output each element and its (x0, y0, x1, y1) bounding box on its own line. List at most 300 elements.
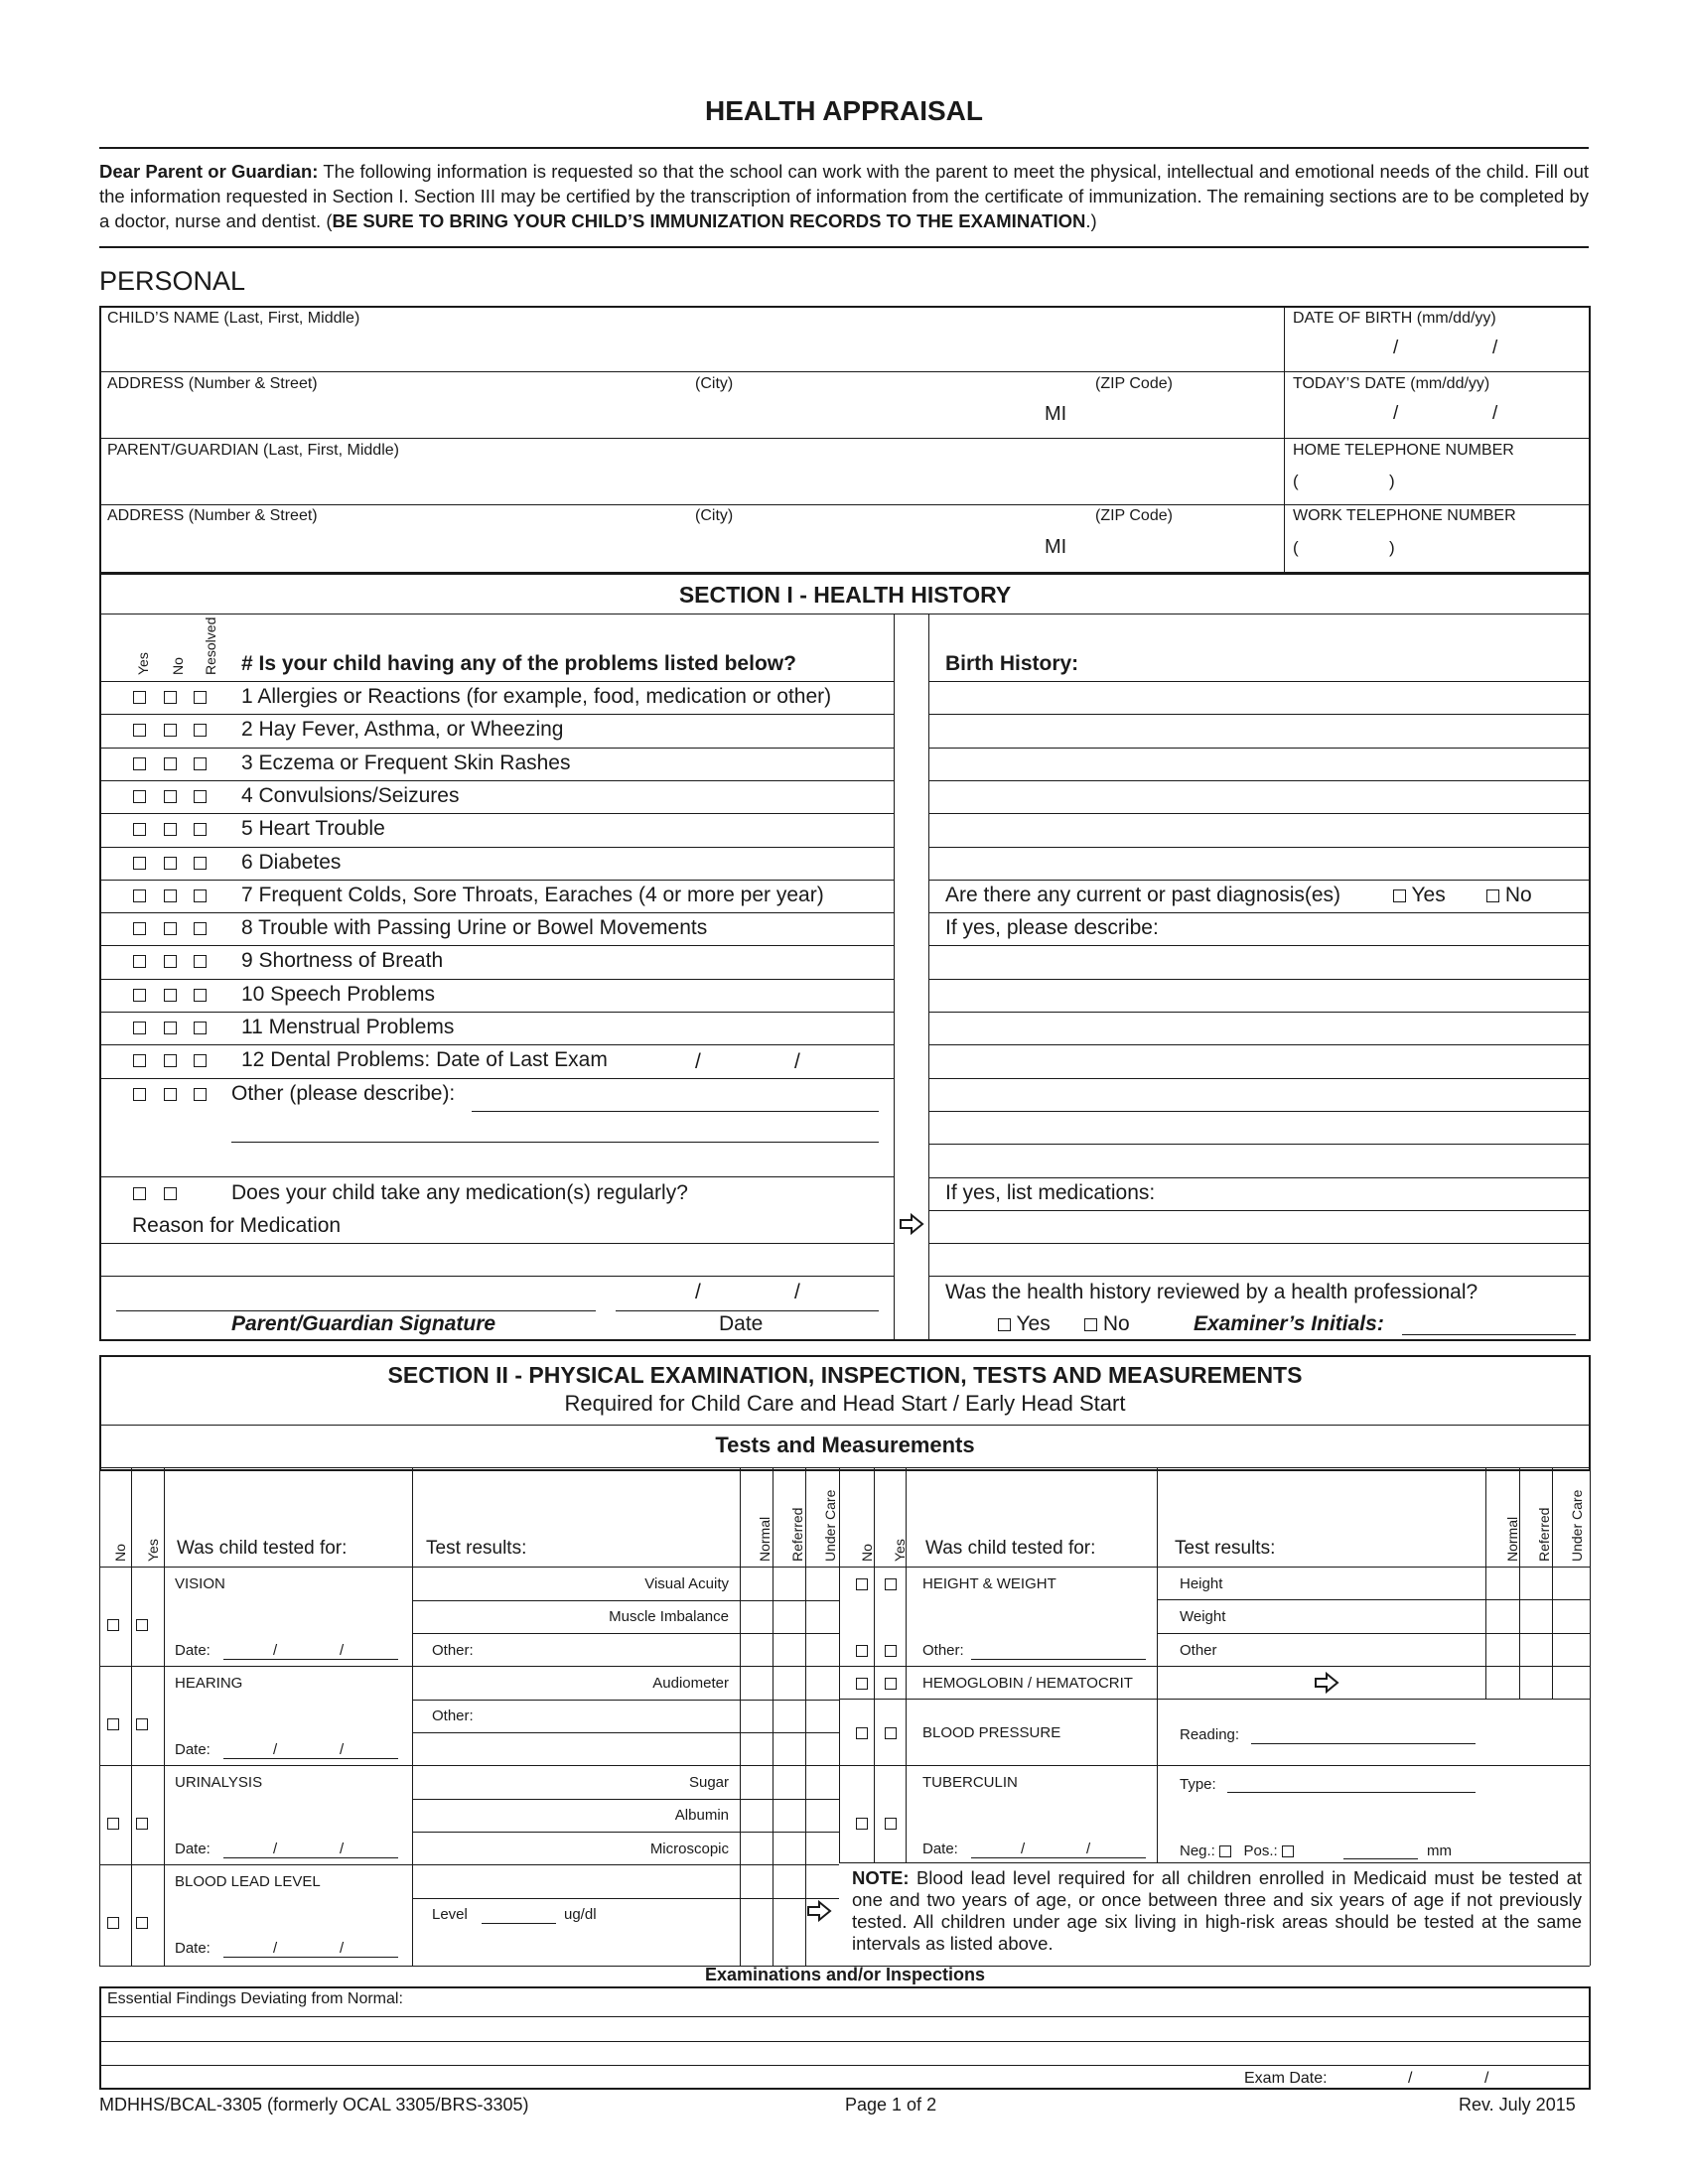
checkbox[interactable] (856, 1818, 868, 1830)
checkbox[interactable] (133, 955, 146, 968)
paren-open: ( (1293, 472, 1299, 490)
checkbox[interactable] (194, 989, 207, 1002)
vision-checkboxes (107, 1616, 148, 1633)
reviewed-no (1084, 1312, 1130, 1336)
row-divider (99, 1176, 894, 1177)
level-line[interactable] (482, 1923, 556, 1924)
personal-heading: PERSONAL (99, 266, 246, 296)
page-title: HEALTH APPRAISAL (705, 95, 983, 126)
row-divider (928, 1177, 1591, 1178)
row-divider (99, 1243, 894, 1244)
divider (99, 2016, 1591, 2017)
grid-line (839, 1862, 1590, 1863)
arrow-right-icon (1314, 1672, 1339, 1694)
signature-label: Parent/Guardian Signature (231, 1312, 496, 1335)
grid-line (1519, 1467, 1520, 1699)
checkbox[interactable] (133, 1022, 146, 1034)
checkbox[interactable] (856, 1678, 868, 1690)
grid-line (412, 1467, 413, 1966)
grid-line (412, 1633, 839, 1634)
neg-pos-group (1180, 1843, 1294, 1859)
urinalysis-checkboxes (107, 1815, 148, 1832)
row-divider (928, 1012, 1591, 1013)
checkbox[interactable] (136, 1619, 148, 1631)
revision: Rev. July 2015 (1459, 2095, 1576, 2115)
neg-label: Neg.: (1180, 1843, 1215, 1859)
diagnosis-no (1486, 884, 1532, 907)
date-slash: / (1086, 1841, 1091, 1857)
grid-line (1157, 1467, 1158, 1862)
col-normal-header: Normal (1504, 1516, 1520, 1562)
problem-checkboxes (133, 751, 207, 775)
grid-line (1485, 1467, 1486, 1699)
col-no-header: No (170, 657, 186, 675)
divider (99, 438, 1591, 439)
visual-acuity-label: Visual Acuity (644, 1575, 729, 1592)
row-divider (99, 945, 894, 946)
other-line[interactable] (971, 1659, 1146, 1660)
intro-body: The following information is requested so that the school can work with the parent to meet the physical, intellectual and emotional needs of the child. Fill out the information requested in Section I. Section III may be certified by the transcription of information from the certificate of immunization. The remaining sections are to be completed by a doctor, nurse and dentist. ( (99, 161, 1589, 231)
grid-line (412, 1732, 839, 1733)
checkbox[interactable] (885, 1578, 897, 1590)
tuberculin-label: TUBERCULIN (922, 1774, 1018, 1791)
date-label: Date: (175, 1940, 211, 1957)
divider (99, 371, 1591, 372)
type-label: Type: (1180, 1776, 1216, 1793)
checkbox[interactable] (107, 1718, 119, 1730)
problem-item: 3 Eczema or Frequent Skin Rashes (241, 751, 571, 774)
row-divider (99, 912, 894, 913)
date-slash: / (1484, 2070, 1489, 2087)
intro-lead: Dear Parent or Guardian: (99, 161, 319, 182)
checkbox[interactable] (194, 889, 207, 902)
row-divider (928, 813, 1591, 814)
tuberculin-checkboxes (856, 1815, 897, 1832)
col-no-header: No (112, 1544, 128, 1562)
paren-close: ) (1389, 472, 1395, 490)
grid-line (412, 1898, 839, 1899)
row-divider (99, 681, 894, 682)
row-divider (928, 880, 1591, 881)
problem-checkboxes (133, 949, 207, 973)
checkbox[interactable] (164, 1022, 177, 1034)
date-slash: / (695, 1050, 701, 1073)
mm-line[interactable] (1343, 1858, 1418, 1859)
problem-checkboxes (133, 1016, 207, 1039)
checkbox[interactable] (164, 955, 177, 968)
other-line-2[interactable] (231, 1142, 879, 1143)
other-label: Other: (432, 1642, 474, 1659)
problem-checkboxes (133, 817, 207, 841)
blood-lead-checkboxes (107, 1914, 148, 1931)
date-slash: / (1492, 338, 1498, 358)
checkbox[interactable] (133, 1054, 146, 1067)
grid-line (805, 1467, 806, 1862)
grid-line (874, 1467, 875, 1862)
hemoglobin-label: HEMOGLOBIN / HEMATOCRIT (922, 1675, 1133, 1692)
divider (894, 614, 895, 1341)
checkbox[interactable] (1084, 1318, 1097, 1331)
checkbox[interactable] (136, 1818, 148, 1830)
level-label: Level (432, 1906, 468, 1923)
col-normal-header: Normal (757, 1516, 773, 1562)
essential-findings-label: Essential Findings Deviating from Normal: (107, 1990, 403, 2007)
grid-line (164, 1666, 412, 1667)
reading-line[interactable] (1251, 1743, 1476, 1744)
other-label: Other: (922, 1642, 964, 1659)
row-divider (928, 1276, 1591, 1277)
reviewed-yes (998, 1312, 1051, 1336)
divider (928, 614, 929, 1341)
col-resolved-header: Resolved (203, 616, 218, 675)
divider (99, 246, 1589, 248)
checkbox[interactable] (133, 724, 146, 737)
problem-item: 12 Dental Problems: Date of Last Exam (241, 1048, 608, 1071)
row-divider (928, 681, 1591, 682)
problem-item: 9 Shortness of Breath (241, 949, 444, 972)
col-results-header: Test results: (1175, 1538, 1276, 1559)
row-divider (928, 714, 1591, 715)
problem-item: 8 Trouble with Passing Urine or Bowel Movements (241, 916, 708, 939)
grid-line (99, 1567, 1590, 1568)
date-label: Date: (175, 1841, 211, 1857)
row-divider (928, 1078, 1591, 1079)
exams-heading: Examinations and/or Inspections (704, 1965, 986, 1984)
other-label: Other: (432, 1707, 474, 1724)
checkbox[interactable] (164, 790, 177, 803)
checkbox[interactable] (194, 857, 207, 870)
grid-line (839, 1765, 1590, 1766)
checkbox[interactable] (194, 1022, 207, 1034)
row-divider (99, 979, 894, 980)
checkbox[interactable] (107, 1818, 119, 1830)
date-label: Date: (175, 1741, 211, 1758)
hemoglobin-checkboxes (856, 1675, 897, 1692)
checkbox[interactable] (1393, 889, 1406, 902)
date-slash: / (273, 1741, 278, 1758)
arrow-right-icon (899, 1213, 924, 1235)
row-divider (928, 1144, 1591, 1145)
state-value: MI (1045, 403, 1067, 425)
blood-lead-note (852, 1867, 1582, 1955)
other-label: Other (please describe): (231, 1082, 456, 1105)
parent-name-label: PARENT/GUARDIAN (Last, First, Middle) (107, 442, 399, 459)
problems-question: # Is your child having any of the problems listed below? (241, 652, 796, 675)
checkbox[interactable] (1486, 889, 1499, 902)
checkbox[interactable] (133, 857, 146, 870)
checkbox[interactable] (164, 823, 177, 836)
blood-lead-label: BLOOD LEAD LEVEL (175, 1873, 321, 1890)
reason-label: Reason for Medication (132, 1214, 342, 1237)
row-divider (99, 780, 894, 781)
checkbox[interactable] (194, 724, 207, 737)
address-label: ADDRESS (Number & Street) (107, 375, 318, 392)
problem-checkboxes (133, 884, 207, 907)
urinalysis-label: URINALYSIS (175, 1774, 263, 1791)
checkbox[interactable] (856, 1645, 868, 1657)
grid-line (839, 1699, 1590, 1700)
row-divider (99, 880, 894, 881)
col-referred-header: Referred (789, 1507, 805, 1562)
problem-item: 4 Convulsions/Seizures (241, 784, 460, 807)
ugdl-label: ug/dl (564, 1906, 597, 1923)
other-checkboxes (133, 1082, 207, 1106)
checkbox[interactable] (164, 922, 177, 935)
checkbox[interactable] (856, 1578, 868, 1590)
grid-line (164, 1467, 165, 1966)
date-slash: / (273, 1642, 278, 1659)
grid-line (773, 1467, 774, 1862)
row-divider (928, 847, 1591, 848)
no-label: No (1504, 884, 1532, 906)
paren-open: ( (1293, 538, 1299, 557)
grid-line (412, 1832, 839, 1833)
checkbox[interactable] (194, 922, 207, 935)
birth-history-label: Birth History: (945, 652, 1079, 675)
row-divider (928, 979, 1591, 980)
home-phone-label: HOME TELEPHONE NUMBER (1293, 442, 1514, 459)
date-slash: / (1021, 1841, 1026, 1857)
date-line[interactable] (223, 1758, 398, 1759)
checkbox[interactable] (164, 757, 177, 770)
intro-paragraph (99, 159, 1589, 233)
checkbox[interactable] (1219, 1845, 1231, 1857)
checkbox[interactable] (194, 1088, 207, 1101)
checkbox[interactable] (885, 1645, 897, 1657)
muscle-imbalance-label: Muscle Imbalance (609, 1608, 729, 1625)
checkbox[interactable] (136, 1917, 148, 1929)
hearing-label: HEARING (175, 1675, 243, 1692)
row-divider (99, 813, 894, 814)
row-divider (99, 1044, 894, 1045)
grid-line (839, 1467, 840, 1862)
height-weight-label: HEIGHT & WEIGHT (922, 1575, 1056, 1592)
row-divider (928, 780, 1591, 781)
col-referred-header: Referred (1536, 1507, 1552, 1562)
city-label: (City) (695, 507, 734, 524)
child-name-label: CHILD’S NAME (Last, First, Middle) (107, 310, 360, 327)
grid-line (99, 1467, 100, 1966)
row-divider (99, 1078, 894, 1079)
grid-line (839, 1666, 1590, 1667)
grid-line (412, 1600, 839, 1601)
diagnosis-question: Are there any current or past diagnosis(es) (945, 884, 1341, 906)
checkbox[interactable] (133, 757, 146, 770)
divider (1284, 306, 1285, 574)
tests-heading: Tests and Measurements (715, 1433, 975, 1457)
dob-label: DATE OF BIRTH (mm/dd/yy) (1293, 310, 1496, 327)
date-label: Date (719, 1312, 764, 1335)
checkbox[interactable] (164, 724, 177, 737)
section2-subheading: Required for Child Care and Head Start / Early Head Start (564, 1391, 1126, 1416)
weight-label: Weight (1180, 1608, 1226, 1625)
reading-label: Reading: (1180, 1726, 1240, 1743)
checkbox[interactable] (164, 691, 177, 704)
microscopic-label: Microscopic (649, 1841, 729, 1857)
checkbox[interactable] (107, 1917, 119, 1929)
paren-close: ) (1389, 538, 1395, 557)
checkbox[interactable] (164, 1088, 177, 1101)
checkbox[interactable] (164, 1187, 177, 1200)
problem-checkboxes (133, 685, 207, 709)
grid-line (412, 1799, 839, 1800)
checkbox[interactable] (133, 691, 146, 704)
col-no-header: No (859, 1544, 875, 1562)
row-divider (928, 1111, 1591, 1112)
col-yes-header: Yes (892, 1539, 908, 1562)
hearing-checkboxes (107, 1715, 148, 1732)
checkbox[interactable] (856, 1727, 868, 1739)
checkbox[interactable] (133, 790, 146, 803)
row-divider (99, 847, 894, 848)
date-line[interactable] (971, 1857, 1146, 1858)
grid-line (1552, 1467, 1553, 1699)
checkbox[interactable] (1282, 1845, 1294, 1857)
checkbox[interactable] (164, 989, 177, 1002)
checkbox[interactable] (136, 1718, 148, 1730)
divider (99, 147, 1589, 149)
problem-item: 11 Menstrual Problems (241, 1016, 455, 1038)
grid-line (164, 1765, 412, 1766)
todays-date-label: TODAY’S DATE (mm/dd/yy) (1293, 375, 1490, 392)
work-phone-label: WORK TELEPHONE NUMBER (1293, 507, 1516, 524)
grid-line (1157, 1599, 1590, 1600)
date-slash: / (340, 1841, 345, 1857)
date-slash: / (695, 1281, 701, 1303)
date-slash: / (794, 1281, 800, 1303)
checkbox[interactable] (194, 955, 207, 968)
date-line[interactable] (223, 1957, 398, 1958)
address-label: ADDRESS (Number & Street) (107, 507, 318, 524)
row-divider (928, 912, 1591, 913)
row-divider (99, 1276, 894, 1277)
problem-checkboxes (133, 916, 207, 940)
checkbox[interactable] (885, 1727, 897, 1739)
audiometer-label: Audiometer (652, 1675, 729, 1692)
col-yes-header: Yes (135, 652, 151, 675)
zip-label: (ZIP Code) (1095, 507, 1173, 524)
checkbox[interactable] (164, 889, 177, 902)
mm-label: mm (1427, 1843, 1452, 1859)
divider (99, 504, 1591, 505)
col-tested-header: Was child tested for: (925, 1538, 1096, 1559)
checkbox[interactable] (194, 691, 207, 704)
divider (99, 1425, 1591, 1426)
blood-pressure-label: BLOOD PRESSURE (922, 1724, 1061, 1741)
yes-label: Yes (1016, 1312, 1051, 1335)
date-slash: / (1492, 403, 1498, 424)
date-slash: / (273, 1940, 278, 1957)
problem-checkboxes (133, 718, 207, 742)
date-slash: / (273, 1841, 278, 1857)
pos-label: Pos.: (1243, 1843, 1278, 1859)
section2-heading: SECTION II - PHYSICAL EXAMINATION, INSPECTION, TESTS AND MEASUREMENTS (387, 1362, 1303, 1388)
checkbox[interactable] (133, 989, 146, 1002)
problem-item: 6 Diabetes (241, 851, 342, 874)
col-results-header: Test results: (426, 1538, 527, 1559)
col-undercare-header: Under Care (1569, 1489, 1585, 1562)
row-divider (928, 1210, 1591, 1211)
date-line[interactable] (223, 1857, 398, 1858)
problem-checkboxes (133, 1048, 207, 1072)
grid-line (412, 1700, 839, 1701)
checkbox[interactable] (133, 922, 146, 935)
other-line[interactable] (472, 1111, 879, 1112)
col-tested-header: Was child tested for: (177, 1538, 348, 1559)
intro-emphasis: BE SURE TO BRING YOUR CHILD’S IMMUNIZATION RECORDS TO THE EXAMINATION (332, 210, 1086, 231)
problem-checkboxes (133, 851, 207, 875)
checkbox[interactable] (133, 1187, 146, 1200)
col-yes-header: Yes (145, 1539, 161, 1562)
date-slash: / (1408, 2070, 1413, 2087)
checkbox[interactable] (194, 757, 207, 770)
date-label: Date: (175, 1642, 211, 1659)
height-label: Height (1180, 1575, 1223, 1592)
checkbox[interactable] (885, 1678, 897, 1690)
date-slash: / (1393, 338, 1399, 358)
initials-line[interactable] (1402, 1334, 1576, 1335)
checkbox[interactable] (133, 889, 146, 902)
height-weight-checkboxes (856, 1642, 897, 1659)
diagnosis-yes (1393, 884, 1446, 907)
grid-line (1157, 1633, 1590, 1634)
page-number: Page 1 of 2 (845, 2095, 937, 2115)
height-weight-checkboxes (856, 1575, 897, 1592)
zip-label: (ZIP Code) (1095, 375, 1173, 392)
checkbox[interactable] (194, 790, 207, 803)
yes-label: Yes (1411, 884, 1446, 906)
intro-close: .) (1085, 210, 1097, 231)
checkbox[interactable] (107, 1619, 119, 1631)
no-label: No (1102, 1312, 1130, 1335)
checkbox[interactable] (164, 1054, 177, 1067)
checkbox[interactable] (194, 823, 207, 836)
problem-checkboxes (133, 983, 207, 1007)
medication-question: Does your child take any medication(s) regularly? (231, 1181, 688, 1204)
checkbox[interactable] (885, 1818, 897, 1830)
checkbox[interactable] (133, 1088, 146, 1101)
vision-label: VISION (175, 1575, 225, 1592)
divider (99, 2065, 1591, 2066)
date-slash: / (340, 1940, 345, 1957)
row-divider (928, 1243, 1591, 1244)
row-divider (928, 748, 1591, 749)
date-line[interactable] (223, 1659, 398, 1660)
problem-item: 2 Hay Fever, Asthma, or Wheezing (241, 718, 564, 741)
grid-line (164, 1864, 412, 1865)
row-divider (99, 748, 894, 749)
signature-line[interactable] (116, 1310, 596, 1311)
col-undercare-header: Under Care (822, 1489, 838, 1562)
checkbox[interactable] (164, 857, 177, 870)
row-divider (928, 1044, 1591, 1045)
checkbox[interactable] (998, 1318, 1011, 1331)
blood-pressure-checkboxes (856, 1724, 897, 1741)
row-divider (99, 714, 894, 715)
checkbox[interactable] (133, 823, 146, 836)
type-line[interactable] (1227, 1792, 1476, 1793)
city-label: (City) (695, 375, 734, 392)
problem-checkboxes (133, 784, 207, 808)
checkbox[interactable] (194, 1054, 207, 1067)
date-slash: / (794, 1050, 800, 1073)
date-line[interactable] (616, 1310, 879, 1311)
date-slash: / (1393, 403, 1399, 424)
grid-line (1590, 1467, 1591, 1966)
problem-item: 7 Frequent Colds, Sore Throats, Earaches (4 or more per year) (241, 884, 824, 906)
other-label: Other (1180, 1642, 1217, 1659)
note-body: Blood lead level required for all children enrolled in Medicaid must be tested at one and two years of age, or once between three and six years of age if not previously tested. All children under age six living in high-risk areas should be tested at the same intervals as listed above. (852, 1867, 1583, 1954)
